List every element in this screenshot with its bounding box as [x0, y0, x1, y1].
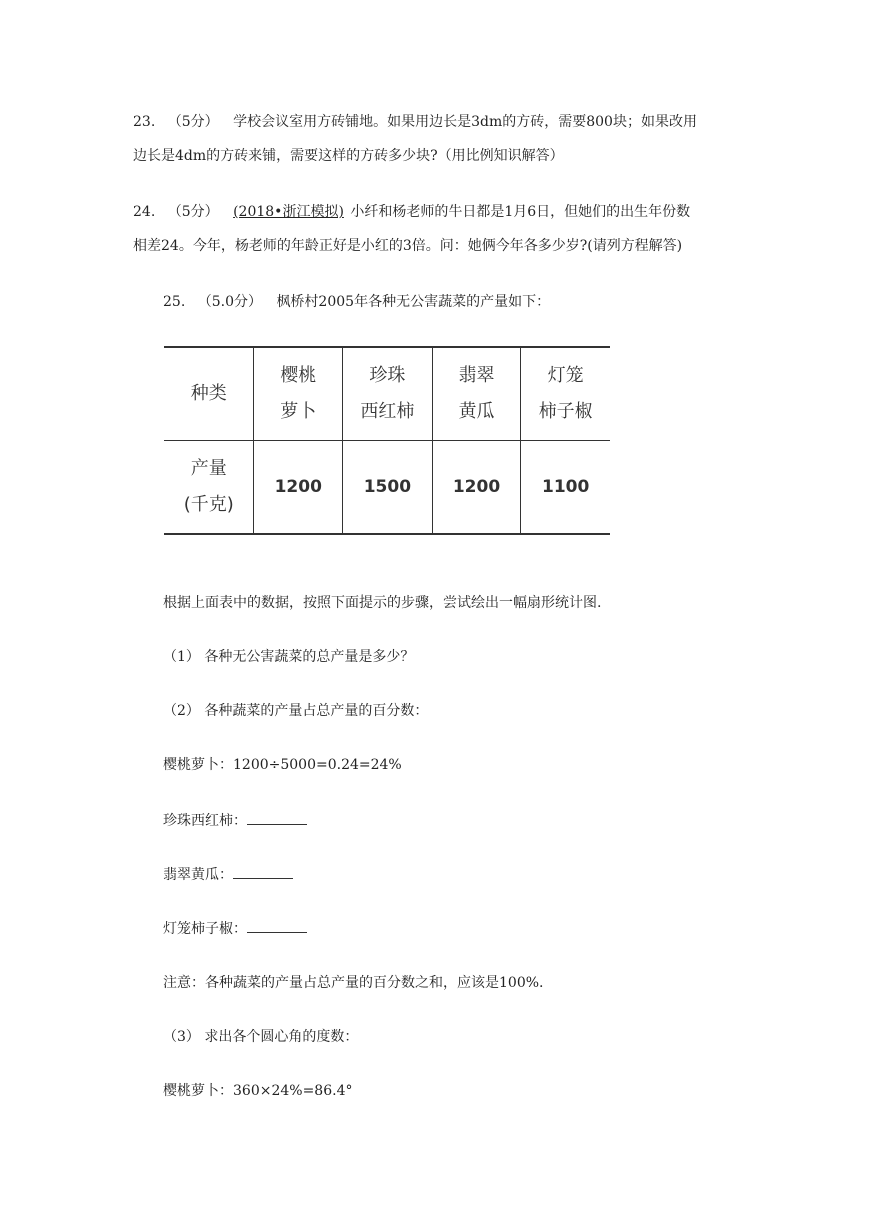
header-line: 黄瓜 [458, 401, 495, 422]
question-23-line-1 [133, 112, 697, 132]
tomato-answer-line [163, 810, 307, 831]
question-score: （5分） [167, 114, 219, 130]
table-header-cell [343, 347, 433, 441]
instruction-text: 根据上面表中的数据，按照下面提示的步骤，尝试绘出一幅扇形统计图. [163, 595, 602, 611]
row-label-line: (千克) [183, 494, 234, 515]
question-source-link[interactable]: (2018•浙江模拟) [233, 204, 344, 220]
cucumber-answer-line [163, 864, 293, 885]
table-header-cell [432, 347, 521, 441]
table-cell-value: 1100 [521, 441, 610, 535]
table-data-row [164, 441, 610, 535]
question-number: 24. [133, 204, 156, 220]
table-cell-value: 1200 [432, 441, 521, 535]
header-line: 灯笼 [547, 365, 584, 386]
step-2-text: （2） 各种蔬菜的产量占总产量的百分数： [163, 703, 429, 719]
header-line: 西红柿 [360, 401, 415, 422]
cucumber-label: 翡翠黄瓜： [163, 867, 233, 883]
header-label-text: 种类 [190, 383, 227, 404]
question-text: 枫桥村2005年各种无公害蔬菜的产量如下： [276, 294, 551, 310]
note-text: 注意：各种蔬菜的产量占总产量的百分数之和，应该是100%. [163, 975, 544, 991]
header-line: 柿子椒 [538, 401, 593, 422]
table-header-cell [521, 347, 610, 441]
header-line: 萝卜 [280, 401, 317, 422]
header-line: 珍珠 [369, 365, 406, 386]
question-25-line-1 [163, 292, 550, 312]
vegetable-production-table [164, 346, 610, 535]
header-line: 樱桃 [280, 365, 317, 386]
pepper-answer-line [163, 918, 307, 939]
question-text: 小纤和杨老师的牛日都是1月6日，但她们的出生年份数 [350, 204, 691, 220]
table-header-cell [254, 347, 343, 441]
table-header-label [164, 347, 254, 441]
question-24-line-1 [133, 202, 690, 222]
question-number: 23. [133, 114, 156, 130]
radish-percentage: 樱桃萝卜：1200÷5000=0.24=24% [163, 757, 402, 773]
tomato-label: 珍珠西红柿： [163, 813, 247, 829]
question-23-line-2 [133, 146, 564, 166]
question-score: （5.0分） [197, 294, 262, 310]
row-label-line: 产量 [190, 458, 227, 479]
question-text: 学校会议室用方砖铺地。如果用边长是3dm的方砖，需要800块；如果改用 [233, 114, 697, 130]
table-row-label [164, 441, 254, 535]
question-score: （5分） [167, 204, 219, 220]
pepper-answer-blank[interactable] [247, 918, 307, 933]
header-line: 翡翠 [458, 365, 495, 386]
pepper-label: 灯笼柿子椒： [163, 921, 247, 937]
question-number: 25. [163, 294, 186, 310]
question-text: 相差24。今年，杨老师的年龄正好是小红的3倍。问：她俩今年各多少岁?(请列方程解答) [133, 238, 683, 254]
table-cell-value: 1500 [343, 441, 433, 535]
table-cell-value: 1200 [254, 441, 343, 535]
question-24-line-2 [133, 236, 682, 256]
table-header-row [164, 347, 610, 441]
step-3-text: （3） 求出各个圆心角的度数： [163, 1029, 359, 1045]
radish-angle: 樱桃萝卜：360×24%=86.4° [163, 1083, 353, 1099]
tomato-answer-blank[interactable] [247, 810, 307, 825]
question-text: 边长是4dm的方砖来铺，需要这样的方砖多少块?（用比例知识解答） [133, 148, 564, 164]
cucumber-answer-blank[interactable] [233, 864, 293, 879]
step-1-text: （1） 各种无公害蔬菜的总产量是多少？ [163, 649, 415, 665]
